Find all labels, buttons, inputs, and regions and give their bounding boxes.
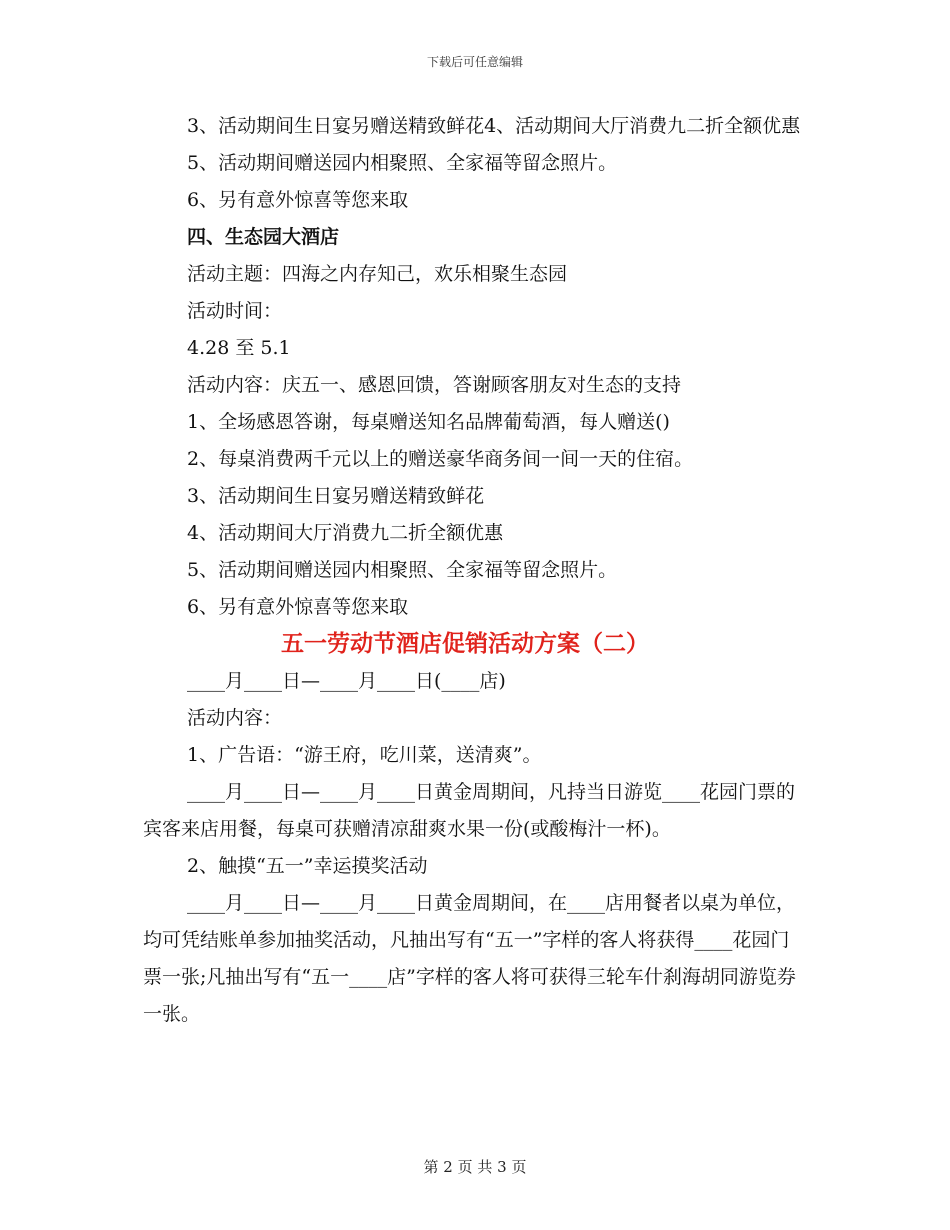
section-b-heading: 四、生态园大酒店 <box>187 226 340 248</box>
section-b-theme: 活动主题：四海之内存知己，欢乐相聚生态园 <box>187 263 568 285</box>
section-b-item-1: 1、全场感恩答谢，每桌赠送知名品牌葡萄酒，每人赠送() <box>187 411 670 433</box>
section-b-item-3: 3、活动期间生日宴另赠送精致鲜花 <box>187 485 485 507</box>
section-b-item-2: 2、每桌消费两千元以上的赠送豪华商务间一间一天的住宿。 <box>187 448 694 470</box>
section-c-content-label: 活动内容： <box>187 707 283 729</box>
section-c-item-1: 1、广告语：“游王府，吃川菜，送清爽”。 <box>187 744 542 766</box>
section-b-item-6: 6、另有意外惊喜等您来取 <box>187 596 409 618</box>
document-body <box>143 108 807 1033</box>
page-footer: 第 2 页 共 3 页 <box>423 1158 527 1176</box>
section-b-content: 活动内容：庆五一、感恩回馈，答谢顾客朋友对生态的支持 <box>187 374 682 396</box>
section-b-time-value: 4.28 至 5.1 <box>187 337 291 359</box>
section-a-item-6: 6、另有意外惊喜等您来取 <box>187 189 409 211</box>
section-a-item-3: 3、活动期间生日宴另赠送精致鲜花4、活动期间大厅消费九二折全额优惠 <box>187 115 801 137</box>
section-b-time-label: 活动时间： <box>187 300 283 322</box>
section-c-item-2-detail: ____月____日—____月____日黄金周期间，在____店用餐者以桌为单位，均可凭结账单参加抽奖活动，凡抽出写有“五一”字样的客人将获得____花园门票一张;凡抽出写有“五一____店”字样的客人将可获得三轮车什刹海胡同游览券一张。 <box>143 892 796 1025</box>
section-b-item-5: 5、活动期间赠送园内相聚照、全家福等留念照片。 <box>187 559 618 581</box>
page-header: 下载后可任意编辑 <box>426 55 523 69</box>
section-b-item-4: 4、活动期间大厅消费九二折全额优惠 <box>187 522 504 544</box>
section-c-item-1-detail: ____月____日—____月____日黄金周期间，凡持当日游览____花园门票的宾客来店用餐，每桌可获赠清凉甜爽水果一份(或酸梅汁一杯)。 <box>143 781 796 840</box>
section-c-item-2: 2、触摸“五一”幸运摸奖活动 <box>187 855 428 877</box>
section-c-date-line: ____月____日—____月____日(____店) <box>187 670 506 692</box>
section-c-title: 五一劳动节酒店促销活动方案（二） <box>281 631 649 657</box>
section-a-item-5: 5、活动期间赠送园内相聚照、全家福等留念照片。 <box>187 152 618 174</box>
